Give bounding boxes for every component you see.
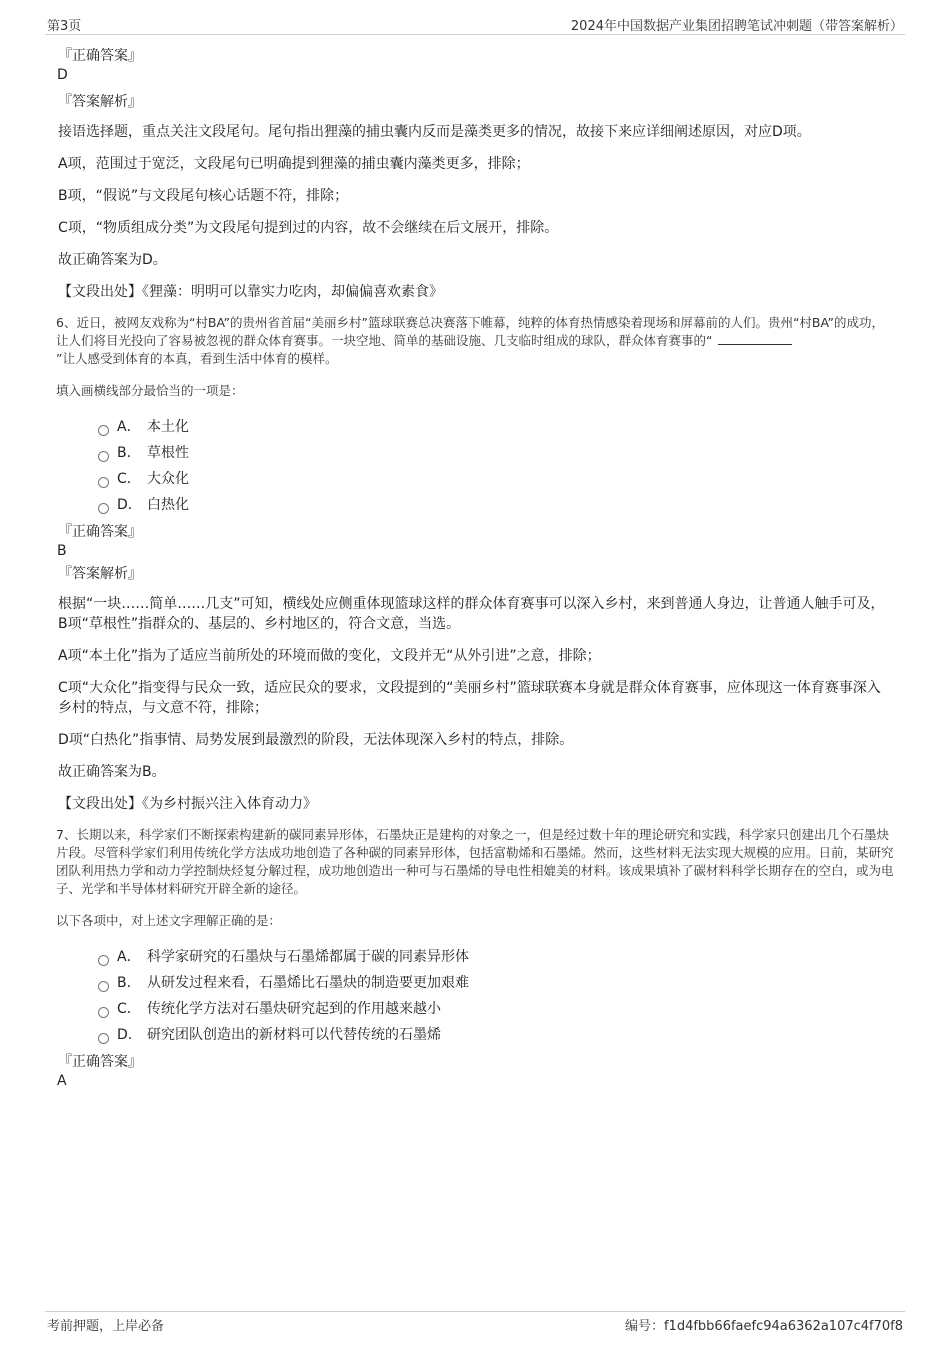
page-number: 第3页 <box>47 19 82 34</box>
option-a[interactable] <box>98 944 894 970</box>
question-6-body-end: ”让人感受到体育的本真，看到生活中体育的模样。 <box>56 351 338 366</box>
option-text: 传统化学方法对石墨炔研究起到的作用越来越小 <box>147 1001 441 1017</box>
option-text: 白热化 <box>147 497 189 513</box>
option-letter: A． <box>117 949 141 965</box>
question-6-body: 6、近日，被网友戏称为“村BA”的贵州省首届“美丽乡村”篮球联赛总决赛落下帷幕，纯粹的体育热情感染着现场和屏幕前的人们。贵州“村BA”的成功，让人们将目光投向了容易被忽视的群众体育赛事。一块空地、简单的基础设施、几支临时组成的球队，群众体育赛事的“ <box>56 315 884 348</box>
option-d[interactable] <box>98 492 894 518</box>
correct-answer-label: 『正确答案』 <box>58 524 142 540</box>
option-letter: B． <box>117 445 141 461</box>
correct-answer: B <box>57 543 67 559</box>
document-title: 2024年中国数据产业集团招聘笔试冲刺题（带答案解析） <box>570 19 903 34</box>
option-b[interactable] <box>98 970 894 996</box>
option-a[interactable] <box>98 414 894 440</box>
option-letter: B． <box>117 975 141 991</box>
analysis-paragraph: 根据“一块……简单……几支”可知，横线处应侧重体现篮球这样的群众体育赛事可以深入乡村，来到普通人身边，让普通人触手可及，B项“草根性”指群众的、基层的、乡村地区的，符合文意，当选。 <box>58 596 885 632</box>
analysis-paragraph: A项“本土化”指为了适应当前所处的环境而做的变化，文段并无“从外引进”之意，排除； <box>58 648 601 664</box>
analysis-label: 『答案解析』 <box>58 94 142 110</box>
option-text: 草根性 <box>147 445 189 461</box>
radio-icon[interactable] <box>98 1007 109 1018</box>
document-code: 编号：f1d4fbb66faefc94a6362a107c4f70f8 <box>624 1319 903 1334</box>
question-6-prompt: 填入画横线部分最恰当的一项是： <box>56 383 244 398</box>
analysis-paragraph: C项“大众化”指变得与民众一致，适应民众的要求，文段提到的“美丽乡村”篮球联赛本身就是群众体育赛事，应体现这一体育赛事深入乡村的特点，与文意不符，排除； <box>58 680 881 716</box>
correct-answer: A <box>57 1073 67 1089</box>
option-text: 从研发过程来看，石墨烯比石墨炔的制造要更加艰难 <box>147 975 469 991</box>
page-header <box>45 14 905 35</box>
option-c[interactable] <box>98 466 894 492</box>
footer-slogan: 考前押题，上岸必备 <box>47 1319 165 1334</box>
question-7-prompt: 以下各项中，对上述文字理解正确的是： <box>56 913 282 928</box>
page-footer <box>45 1311 905 1336</box>
option-letter: D． <box>117 497 142 513</box>
option-letter: D． <box>117 1027 142 1043</box>
radio-icon[interactable] <box>98 425 109 436</box>
radio-icon[interactable] <box>98 477 109 488</box>
analysis-paragraph: 故正确答案为B。 <box>58 764 166 780</box>
question-6-options <box>98 414 894 518</box>
question-7-options <box>98 944 894 1048</box>
radio-icon[interactable] <box>98 955 109 966</box>
analysis-paragraph: 故正确答案为D。 <box>58 252 167 268</box>
analysis-label: 『答案解析』 <box>58 566 142 582</box>
analysis-paragraph: D项“白热化”指事情、局势发展到最激烈的阶段，无法体现深入乡村的特点，排除。 <box>58 732 574 748</box>
correct-answer-label: 『正确答案』 <box>58 48 142 64</box>
analysis-paragraph: B项，“假说”与文段尾句核心话题不符，排除； <box>58 188 349 204</box>
option-b[interactable] <box>98 440 894 466</box>
question-7-text: 7、长期以来，科学家们不断探索构建新的碳同素异形体，石墨炔正是建构的对象之一，但是经过数十年的理论研究和实践，科学家只创建出几个石墨炔片段。尽管科学家们利用传统化学方法成功地创造了各种碳的同素异形体，包括富勒烯和石墨烯。然而，这些材料无法实现大规模的应用。日前，某研究团队利用热力学和动力学控制炔烃复分解过程，成功地创造出一种可与石墨烯的导电性相媲美的材料。该成果填补了碳材料科学长期存在的空白，或为电子、光学和半导体材料研究开辟全新的途径。 <box>56 827 894 896</box>
source-citation: 【文段出处】《为乡村振兴注入体育动力》 <box>58 796 317 812</box>
option-letter: A． <box>117 419 141 435</box>
analysis-paragraph: C项，“物质组成分类”为文段尾句提到过的内容，故不会继续在后文展开，排除。 <box>58 220 559 236</box>
option-text: 研究团队创造出的新材料可以代替传统的石墨烯 <box>147 1027 441 1043</box>
radio-icon[interactable] <box>98 981 109 992</box>
fill-blank-line <box>718 334 792 345</box>
correct-answer: D <box>57 67 68 83</box>
source-citation: 【文段出处】《狸藻：明明可以靠实力吃肉，却偏偏喜欢素食》 <box>58 284 443 300</box>
radio-icon[interactable] <box>98 451 109 462</box>
correct-answer-label: 『正确答案』 <box>58 1054 142 1070</box>
option-letter: C． <box>117 1001 141 1017</box>
option-d[interactable] <box>98 1022 894 1048</box>
option-text: 大众化 <box>147 471 189 487</box>
question-6-text <box>56 314 894 368</box>
option-text: 科学家研究的石墨炔与石墨烯都属于碳的同素异形体 <box>147 949 469 965</box>
radio-icon[interactable] <box>98 1033 109 1044</box>
option-letter: C． <box>117 471 141 487</box>
option-text: 本土化 <box>147 419 189 435</box>
page-content <box>56 46 894 1090</box>
analysis-paragraph: 接语选择题，重点关注文段尾句。尾句指出狸藻的捕虫囊内反而是藻类更多的情况，故接下来应详细阐述原因，对应D项。 <box>58 124 811 140</box>
radio-icon[interactable] <box>98 503 109 514</box>
analysis-paragraph: A项，范围过于宽泛，文段尾句已明确提到狸藻的捕虫囊内藻类更多，排除； <box>58 156 530 172</box>
option-c[interactable] <box>98 996 894 1022</box>
